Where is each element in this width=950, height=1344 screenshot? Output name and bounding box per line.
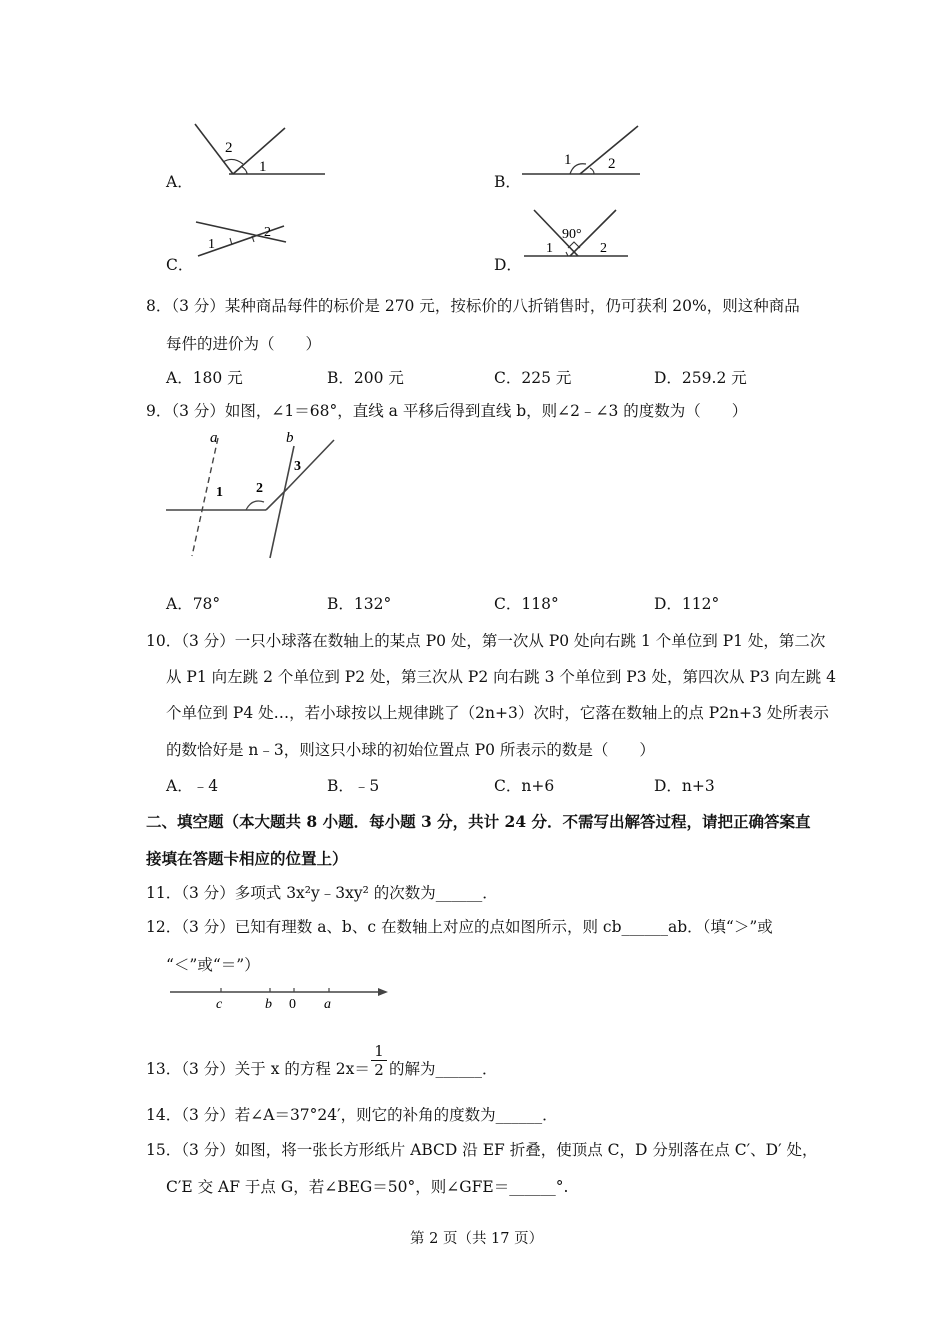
q7-option-a-label: A． bbox=[166, 173, 193, 191]
q10-stem-line1: 10．（3 分）一只小球落在数轴上的某点 P0 处，第一次从 P0 处向右跳 1 个单位到 P1 处，第二次 bbox=[146, 632, 826, 650]
q12-point-a: a bbox=[324, 997, 331, 1012]
q9-angle-3: 3 bbox=[294, 459, 301, 474]
q15-stem-line1: 15．（3 分）如图，将一张长方形纸片 ABCD 沿 EF 折叠，使顶点 C，D 分别落在点 C′、D′ 处， bbox=[146, 1141, 818, 1159]
q11-text: 11．（3 分）多项式 3x²y﹣3xy² 的次数为______． bbox=[146, 884, 498, 902]
q14-text: 14．（3 分）若∠A＝37°24′，则它的补角的度数为______． bbox=[146, 1106, 558, 1124]
q7-d-angle-2: 2 bbox=[600, 241, 607, 256]
q15-stem-line2: C′E 交 AF 于点 G，若∠BEG＝50°，则∠GFE＝______°. bbox=[166, 1178, 569, 1196]
q10-stem-line4: 的数恰好是 n﹣3，则这只小球的初始位置点 P0 所表示的数是（ ） bbox=[166, 741, 655, 759]
q13-prefix: 13．（3 分）关于 x 的方程 2x＝ bbox=[146, 1060, 370, 1078]
q7-d-angle-1: 1 bbox=[546, 241, 553, 256]
q8-stem-line2: 每件的进价为（ ） bbox=[166, 335, 322, 353]
q7-option-a-figure bbox=[185, 118, 335, 182]
section2-heading-line2: 接填在答题卡相应的位置上） bbox=[146, 849, 348, 868]
q7-c-angle-2: 2 bbox=[264, 225, 271, 240]
q12-point-b: b bbox=[265, 997, 272, 1012]
q7-c-angle-1: 1 bbox=[208, 237, 215, 252]
q9-option-a: A．78° bbox=[166, 595, 221, 613]
q12-stem-line1: 12．（3 分）已知有理数 a、b、c 在数轴上对应的点如图所示，则 cb______ab．（填“＞”或 bbox=[146, 918, 773, 936]
q8-option-c: C．225 元 bbox=[494, 369, 572, 387]
q9-stem: 9．（3 分）如图，∠1＝68°，直线 a 平移后得到直线 b，则∠2﹣∠3 的度数为（ ） bbox=[146, 402, 748, 420]
q10-option-a: A．﹣4 bbox=[166, 777, 219, 795]
q10-stem-line3: 个单位到 P4 处…，若小球按以上规律跳了（2n+3）次时，它落在数轴上的点 P2n+3 处所表示 bbox=[166, 704, 829, 722]
q13-fraction-numerator: 1 bbox=[371, 1043, 387, 1061]
q9-option-d: D．112° bbox=[654, 595, 720, 613]
q13-fraction bbox=[371, 1043, 387, 1079]
q7-option-c-figure bbox=[190, 212, 295, 262]
q10-option-c: C．n+6 bbox=[494, 777, 555, 795]
q9-option-c: C．118° bbox=[494, 595, 559, 613]
q12-point-zero: 0 bbox=[289, 997, 296, 1012]
q7-option-c-label: C． bbox=[166, 256, 194, 274]
q7-a-angle-1: 1 bbox=[259, 159, 267, 175]
q9-angle-2: 2 bbox=[256, 481, 263, 496]
q8-option-d: D．259.2 元 bbox=[654, 369, 747, 387]
q8-option-a: A．180 元 bbox=[166, 369, 243, 387]
q9-figure bbox=[160, 426, 340, 562]
q8-stem-line1: 8．（3 分）某种商品每件的标价是 270 元，按标价的八折销售时，仍可获利 20%，则这种商品 bbox=[146, 297, 800, 315]
q8-option-b: B．200 元 bbox=[327, 369, 404, 387]
q7-b-angle-2: 2 bbox=[608, 156, 616, 172]
q9-angle-1: 1 bbox=[216, 485, 223, 500]
q9-option-b: B．132° bbox=[327, 595, 392, 613]
section2-heading-line1: 二、填空题（本大题共 8 小题．每小题 3 分，共计 24 分．不需写出解答过程，请把正确答案直 bbox=[146, 812, 811, 831]
q9-line-a: a bbox=[210, 430, 218, 446]
q10-option-b: B．﹣5 bbox=[327, 777, 380, 795]
q12-point-c: c bbox=[216, 997, 223, 1012]
page-footer: 第 2 页（共 17 页） bbox=[410, 1231, 544, 1247]
q9-line-b: b bbox=[286, 430, 294, 446]
q10-stem-line2: 从 P1 向左跳 2 个单位到 P2 处，第三次从 P2 向右跳 3 个单位到 P3 处，第四次从 P3 向左跳 4 bbox=[166, 668, 836, 686]
q10-option-d: D．n+3 bbox=[654, 777, 715, 795]
q7-a-angle-2: 2 bbox=[225, 140, 233, 156]
q7-option-d-figure bbox=[520, 206, 635, 262]
q12-number-line bbox=[166, 982, 396, 1018]
q7-option-b-figure bbox=[518, 122, 648, 182]
q12-stem-line2: “＜”或“＝”） bbox=[166, 956, 260, 974]
q13-fraction-denominator: 2 bbox=[374, 1061, 384, 1079]
q7-option-b-label: B． bbox=[494, 173, 521, 191]
q7-d-angle-90: 90° bbox=[562, 227, 582, 242]
q13-suffix: 的解为______． bbox=[389, 1060, 498, 1078]
q7-b-angle-1: 1 bbox=[564, 152, 572, 168]
q7-option-d-label: D． bbox=[494, 256, 522, 274]
